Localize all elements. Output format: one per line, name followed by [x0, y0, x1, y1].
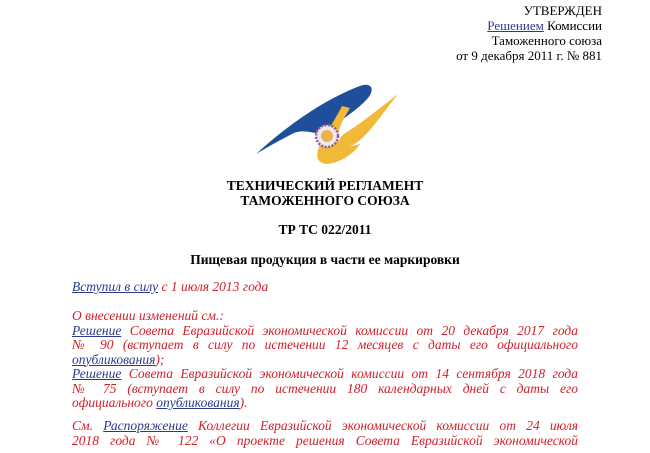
order-link[interactable]: Распоряжение — [103, 418, 188, 433]
amendments-block: О внесении изменений см.: Решение Совета Евразийской экономической комиссии от 20 декабря 2017 года № 90 (вступает в силу по истечении 12 месяцев с даты его официального опубликования); Решение Совета Евразийской экономической комиссии от 14 сентября 2018 года № 75 (вступает в силу по истечении 180 календарных дней с даты его официального опубликования). — [72, 308, 578, 410]
effective-link[interactable]: Вступил в силу — [72, 279, 159, 294]
regulation-code: ТР ТС 022/2011 — [278, 222, 372, 237]
eaeu-logo-icon — [252, 78, 402, 166]
approved-label: УТВЕРЖДЕН — [523, 3, 602, 18]
see-also-note: См. Распоряжение Коллегии Евразийской экономической комиссии от 24 июля 2018 года № 122 «О проекте решения Совета Евразийской экономической — [72, 418, 578, 448]
amendments-intro: О внесении изменений см.: — [72, 308, 224, 323]
document-subtitle: Пищевая продукция в части ее маркировки — [190, 252, 460, 267]
publication-link[interactable]: опубликования — [156, 395, 240, 410]
approval-block — [456, 3, 602, 63]
amendment-item: Решение Совета Евразийской экономической комиссии от 14 сентября 2018 года — [72, 366, 578, 381]
amendment-item: Решение Совета Евразийской экономической комиссии от 20 декабря 2017 года — [72, 322, 578, 338]
customs-union-line: Таможенного союза — [491, 33, 602, 48]
amendment-decision-link[interactable]: Решение — [72, 366, 122, 381]
document-title: ТЕХНИЧЕСКИЙ РЕГЛАМЕНТ ТАМОЖЕННОГО СОЮЗА — [226, 178, 424, 208]
amendment-decision-link[interactable]: Решение — [72, 322, 122, 338]
decision-date: от 9 декабря 2011 г. № 881 — [456, 48, 602, 63]
decision-line: Решением Комиссии — [487, 18, 602, 33]
decision-link[interactable]: Решением — [487, 18, 544, 33]
publication-link[interactable]: опубликования — [72, 351, 156, 367]
effective-date-note: Вступил в силу с 1 июля 2013 года — [72, 279, 269, 294]
